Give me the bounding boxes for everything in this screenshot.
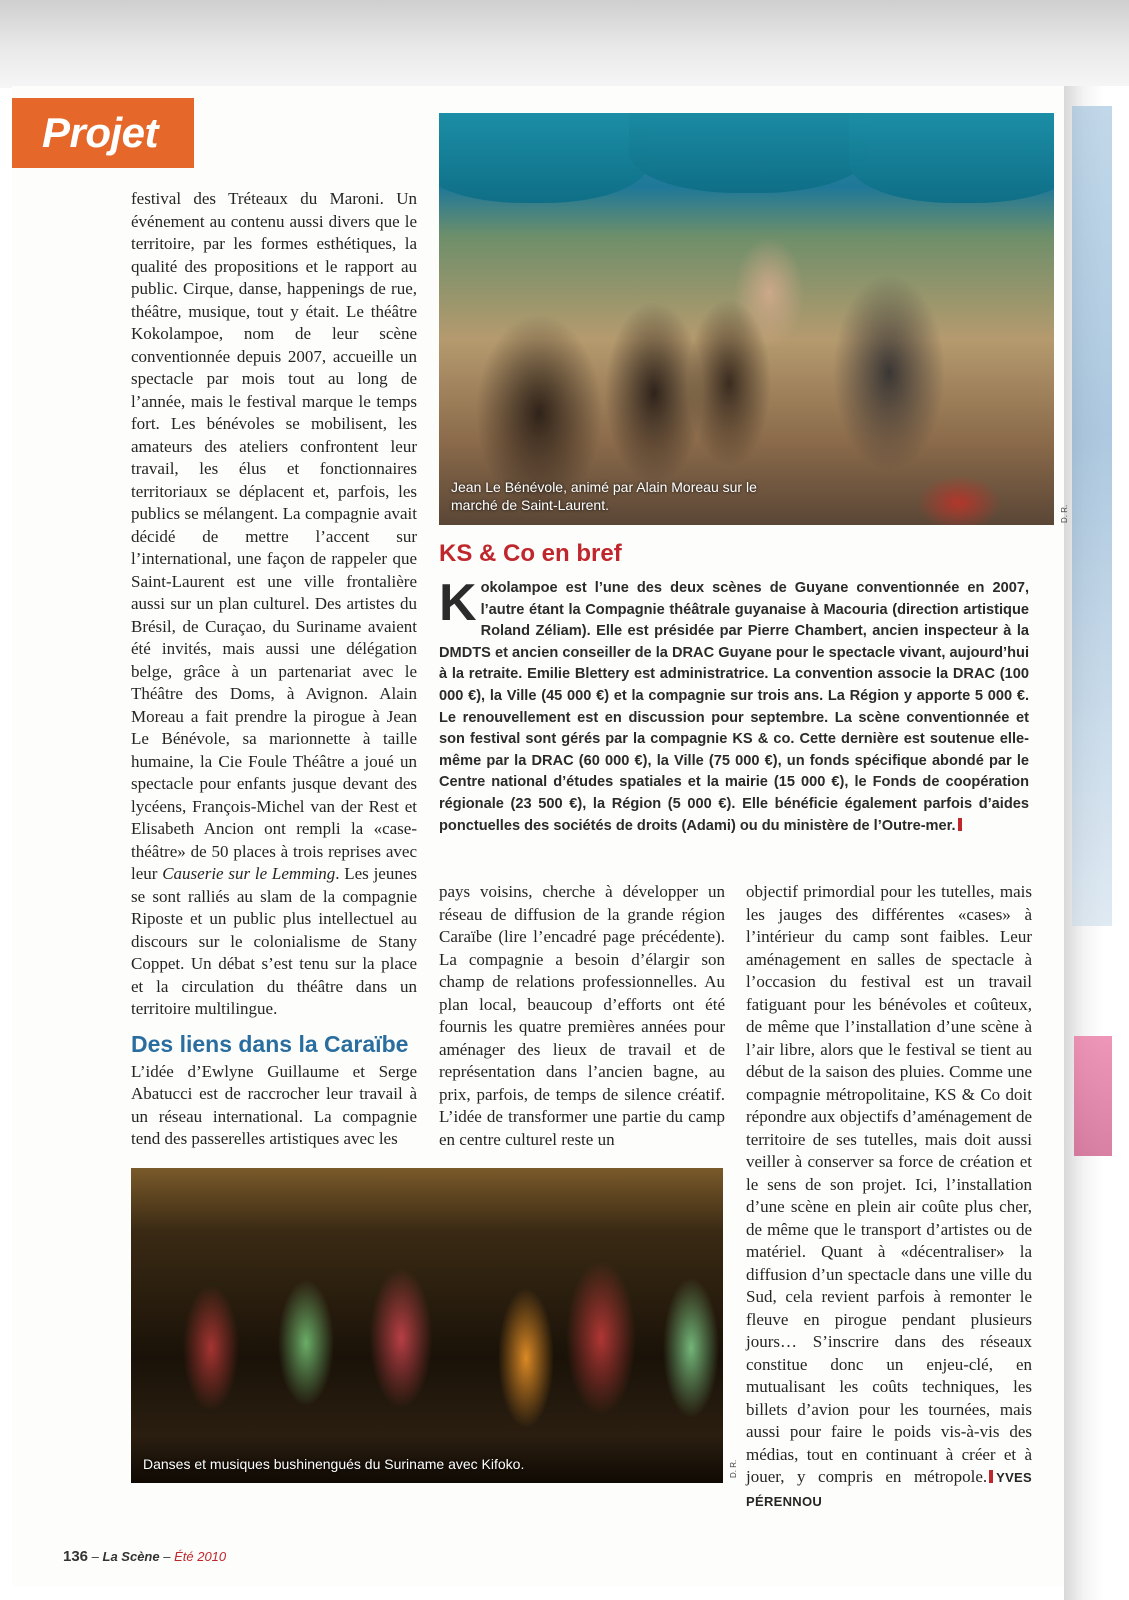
- show-title: Causerie sur le Lemming: [162, 864, 336, 883]
- dance-photo-caption: Danses et musiques bushinengués du Suriname avec Kifoko.: [143, 1456, 525, 1472]
- end-mark: [989, 1470, 993, 1483]
- adjacent-page-photo: [1072, 106, 1112, 926]
- drop-cap: K: [439, 574, 477, 632]
- page-footer: [63, 1548, 226, 1565]
- footer-dash: –: [91, 1549, 99, 1564]
- magazine-name: La Scène: [102, 1549, 160, 1564]
- end-mark: [958, 818, 962, 831]
- column-1-paragraph-b: . Les jeunes se sont ralliés au slam de la compagnie Riposte et un public plus intellectuel au discours sur le colonialisme de Stany Coppet. Un débat s’est tenu sur la place et la circulation du théâtre dans un territoire multilingue.: [131, 864, 417, 1018]
- adjacent-page-graphic: [1074, 1036, 1112, 1156]
- page-number: 136: [63, 1548, 89, 1565]
- sidebar-text: okolampoe est l’une des deux scènes de Guyane conventionnée en 2007, l’autre étant la Compagnie théâtrale guyanaise à Macouria (direction artistique Roland Zéliam). Elle est présidée par Pierre Chambert, ancien inspecteur à la DMDTS et ancien conseiller de la DRAC Guyane pour le spectacle vivant, aujourd’hui à la retraite. Emilie Blettery est administratrice. La convention associe la DRAC (100 000 €), la Ville (45 000 €) et la compagnie sur trois ans. La Région y apporte 5 000 €. Le renouvellement est en discussion pour septembre. La scène conventionnée et son festival sont gérés par la compagnie KS & co. Cette dernière est soutenue elle-même par la DRAC (60 000 €), la Ville (75 000 €), un fonds spécifique abondé par le Centre national d’études spatiales et la mairie (15 000 €), le Fonds de coopération régionale (23 500 €), la Région (5 000 €). Elle bénéficie également parfois d’aides ponctuelles des sociétés de droits (Adami) ou du ministère de l’Outre-mer.: [439, 580, 1029, 834]
- footer-dash: –: [163, 1549, 171, 1564]
- photo-credit: D. R.: [1060, 504, 1069, 523]
- sidebar-title: KS & Co en bref: [439, 540, 622, 567]
- column-1-paragraph-a: festival des Tréteaux du Maroni. Un événement au contenu aussi divers que le territoire, par les formes esthétiques, la qualité des propositions et le rapport au public. Cirque, danse, happenings de rue, théâtre, musique, tout y était. Le théâtre Kokolampoe, nom de leur scène conventionnée depuis 2007, accueille un spectacle par mois tout au long de l’année, mais le festival marque le temps fort. Les bénévoles se mobilisent, les amateurs des ateliers confrontent leur travail, les élus et fonctionnaires territoriaux se déplacent et, parfois, les publics se mélangent. La compagnie avait décidé de mettre l’accent sur l’international, une façon de rappeler que Saint-Laurent est une ville frontalière aussi sur un plan culturel. Des artistes du Brésil, de Curaçao, du Suriname avaient été invités, mais aussi une délégation belge, grâce à un partenariat avec le Théâtre des Doms, à Avignon. Alain Moreau a fait prendre la pirogue à Jean Le Bénévole, sa marionnette à taille humaine, la Cie Foule Théâtre a joué un spectacle pour enfants jusque devant des lycéens, François-Michel van der Rest et Elisabeth Ancion ont rempli la «case-théâtre» de 50 places à trois reprises avec leur: [131, 189, 417, 883]
- author-byline: YVES PÉRENNOU: [746, 1470, 1032, 1509]
- article-column-3: [746, 881, 1032, 1513]
- issue-date: Été 2010: [174, 1549, 227, 1564]
- article-column-1: [131, 188, 417, 1151]
- market-photo-caption: Jean Le Bénévole, animé par Alain Moreau sur le marché de Saint-Laurent.: [451, 479, 757, 513]
- awning-shape: [439, 113, 649, 203]
- sidebar-body: [439, 574, 1029, 837]
- market-photo: [439, 113, 1054, 525]
- section-tag: Projet: [12, 98, 194, 168]
- column-1-text: [131, 188, 417, 1021]
- column-3-paragraph: objectif primordial pour les tutelles, mais les jauges des différentes «cases» à l’intérieur du camp sont faibles. Leur aménagement en salles de spectacle à l’occasion du festival est un travail fatiguant pour les bénévoles et coûteux, de même que l’installation d’une scène à l’air libre, alors que le festival se tient au début de la saison des pluies. Comme une compagnie métropolitaine, KS & Co doit répondre aux objectifs d’aménagement de territoire de ses tutelles, mais doit aussi veiller à conserver sa force de création et le sens de son projet. Ici, l’installation d’une scène en plein air coûte plus cher, de même que le transport d’artistes ou de matériel. Quant à «décentraliser» la diffusion d’un spectacle dans une ville du Sud, cela revient parfois à remonter le fleuve en pirogue pendant plusieurs jours… S’inscrire dans des réseaux constitue donc un enjeu-clé, en mutualisant les coûts techniques, les billets d’avion pour les tournées, mais aussi pour faire le poids vis-à-vis des médias, tout en continuant à créer et à jouer, y compris en métropole.: [746, 882, 1032, 1486]
- dance-photo: [131, 1168, 723, 1483]
- column-1-paragraph-c: L’idée d’Ewlyne Guillaume et Serge Abatucci est de raccrocher leur travail à un réseau international. La compagnie tend des passerelles artistiques avec les: [131, 1061, 417, 1148]
- photo-credit: D. R.: [729, 1459, 738, 1478]
- article-column-2: [439, 881, 725, 1151]
- column-2-text: pays voisins, cherche à développer un réseau de diffusion de la grande région Caraïbe (lire l’encadré page précédente). La compagnie a besoin d’élargir son champ de relations professionnelles. Au plan local, beaucoup d’efforts ont été fournis les quatre premières années pour aménager des lieux de travail et de représentation dans l’ancien bagne, au prix, parfois, de temps de silence créatif. L’idée de transformer une partie du camp en centre culturel reste un: [439, 882, 725, 1149]
- awning-shape: [629, 113, 869, 193]
- section-subhead: Des liens dans la Caraïbe: [131, 1030, 409, 1057]
- scan-top-shadow: [0, 0, 1129, 88]
- adjacent-page-edge: [1064, 86, 1129, 1600]
- column-3-text: [746, 881, 1032, 1513]
- awning-shape: [849, 113, 1054, 203]
